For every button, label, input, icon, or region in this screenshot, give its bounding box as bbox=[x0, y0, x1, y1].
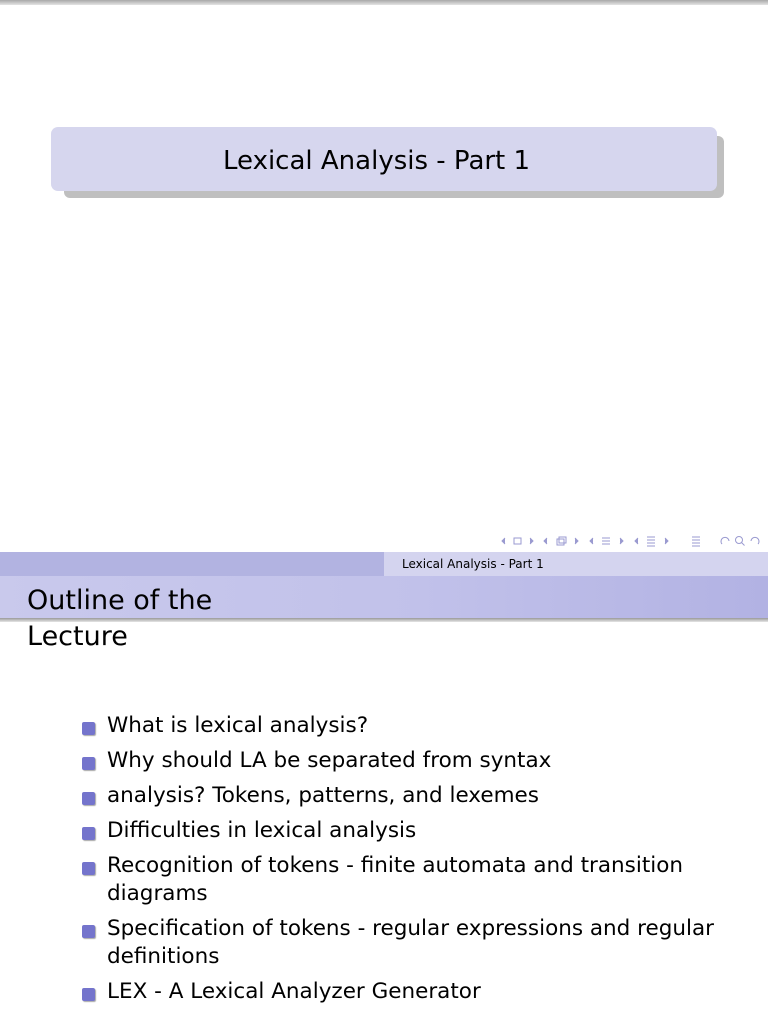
presentation-title: Lexical Analysis - Part 1 bbox=[223, 146, 531, 176]
slide-nav-icon[interactable] bbox=[635, 537, 668, 546]
list-item-text: Difficulties in lexical analysis bbox=[107, 818, 417, 843]
square-bullet-icon bbox=[82, 925, 95, 938]
top-rule bbox=[0, 0, 768, 5]
list-item bbox=[80, 852, 720, 908]
list-item bbox=[80, 817, 720, 845]
list-item bbox=[80, 782, 720, 810]
square-bullet-icon bbox=[82, 862, 95, 875]
square-bullet-icon bbox=[82, 827, 95, 840]
outline-nav-icon[interactable] bbox=[692, 537, 700, 546]
frame-title: Outline of the Lecture bbox=[27, 585, 213, 652]
redo-icon[interactable] bbox=[751, 537, 759, 544]
square-bullet-icon bbox=[82, 757, 95, 770]
list-item-text: Specification of tokens - regular expressions and regular definitions bbox=[107, 916, 715, 969]
list-item-text: What is lexical analysis? bbox=[107, 713, 369, 738]
footer-left-panel bbox=[0, 552, 384, 576]
outline-list bbox=[80, 712, 720, 1013]
square-bullet-icon bbox=[82, 722, 95, 735]
footer-bar bbox=[0, 552, 768, 576]
list-item-text: analysis? Tokens, patterns, and lexemes bbox=[107, 783, 539, 808]
frame-nav-icon[interactable] bbox=[502, 538, 533, 544]
list-item-text: Recognition of tokens - finite automata and transition diagrams bbox=[107, 853, 684, 906]
zoom-icon[interactable] bbox=[736, 537, 745, 546]
list-item-text: Why should LA be separated from syntax bbox=[107, 748, 552, 773]
list-item bbox=[80, 747, 720, 775]
square-bullet-icon bbox=[82, 988, 95, 1001]
subsection-nav-icon[interactable] bbox=[544, 537, 578, 545]
list-item bbox=[80, 712, 720, 740]
list-item bbox=[80, 915, 720, 971]
square-bullet-icon bbox=[82, 792, 95, 805]
list-item-text: LEX - A Lexical Analyzer Generator bbox=[107, 979, 481, 1004]
undo-icon[interactable] bbox=[721, 537, 729, 544]
footer-short-title: Lexical Analysis - Part 1 bbox=[402, 557, 544, 571]
navigation-symbols[interactable] bbox=[500, 534, 765, 548]
list-item bbox=[80, 978, 720, 1006]
section-nav-icon[interactable] bbox=[590, 538, 623, 544]
